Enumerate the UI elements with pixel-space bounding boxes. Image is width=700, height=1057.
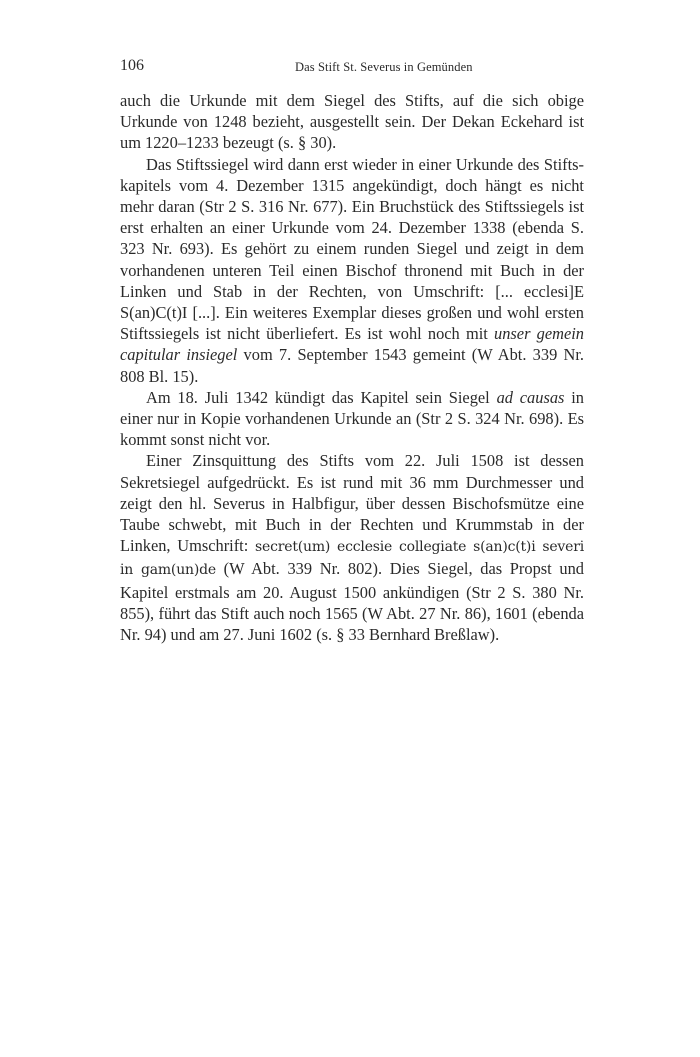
paragraph-4-start: Einer Zinsquittung des Stifts vom 22. Juli 1508 ist dessen Sekretsiegel aufgedrückt. Es ist rund mit 36 mm Durchmesser und zeigt den hl. Severus in Halbfigur, über dessen Bischofsmütze eine Taube schwebt, mit Buch in der Rechten und Krummstab in der Linken, Umschrift: [120, 451, 584, 556]
paragraph-1: auch die Urkunde mit dem Siegel des Stifts, auf die sich obige Urkunde von 1248 bezieht, ausgestellt sein. Der Dekan Eckehard ist um 1220–1233 bezeugt (s. § 30). [120, 91, 584, 153]
paragraph-2-text: Das Stiftssiegel wird dann erst wieder in einer Urkunde des Stiftskapitels vom 4. Dezember 1315 angekündigt, doch hängt es nicht mehr daran (Str 2 S. 316 Nr. 677). Ein Bruchstück des Stiftssiegels ist erst erhalten an einer Urkunde vom 24. Dezember 1338 (ebenda S. 323 Nr. 693). Es gehört zu einem runden Siegel und zeigt in dem vorhandenen unteren Teil einen Bischof thronend mit Buch in der Linken und Stab in der Rechten, von Umschrift: [... ecclesi]E S(an)C(t)I [...]. Ein weiteres Exemplar dieses großen und wohl ersten Stiftssiegels ist nicht überliefert. Es ist wohl noch mit [120, 154, 584, 344]
paragraph-2-end: vom 7. September 1543 gemeint (W Abt. 339 Nr. 808 Bl. 15). [120, 345, 584, 386]
page-header [120, 56, 581, 76]
running-head: Das Stift St. Severus in Gemünden [295, 60, 473, 74]
body-text [120, 90, 584, 645]
italic-ad-causas: ad causas [496, 387, 565, 407]
paragraph-3 [120, 387, 584, 451]
paragraph-2 [120, 154, 584, 387]
paragraph-4 [120, 450, 584, 645]
paragraph-4-end: (W Abt. 339 Nr. 802). Dies Siegel, das Propst und Kapitel erstmals am 20. August 1500 ankündigen (Str 2 S. 380 Nr. 855), führt das Stift auch noch 1565 (W Abt. 27 Nr. 86), 1601 (ebenda Nr. 94) und am 27. Juni 1602 (s. § 33 Bernhard Breßlaw). [120, 559, 584, 645]
blackletter-inscription: secret(um) ecclesie collegiate s(an)c(t)i severi in gam(un)de [120, 539, 584, 579]
page-number: 106 [120, 57, 144, 74]
paragraph-3-start: Am 18. Juli 1342 kündigt das Kapitel sein Siegel [146, 387, 490, 407]
paragraph-3-end: in einer nur in Kopie vorhandenen Urkunde an (Str 2 S. 324 Nr. 698). Es kommt sonst nicht vor. [120, 387, 584, 450]
italic-quote: unser gemein capitular insiegel [120, 324, 584, 365]
